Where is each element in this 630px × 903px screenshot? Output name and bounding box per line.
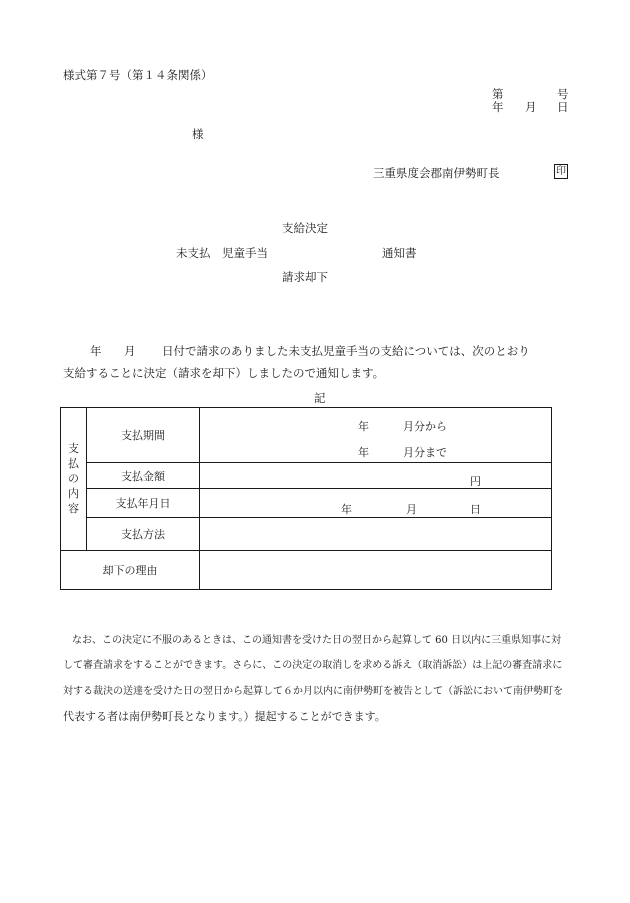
body-date-year: 年 [90, 344, 102, 358]
period-field[interactable] [200, 408, 552, 463]
body-line-2: 支給することに決定（請求を却下）しましたので通知します。 [63, 366, 385, 380]
payment-date-day: 日 [470, 503, 481, 517]
notice-line-4: 代表する者は南伊勢町長となります。）提起することができます。 [63, 710, 386, 723]
notice-line-1: なお、この決定に不服のあるときは、この通知書を受けた日の翌日から起算して 60 日以内に三重県知事に対 [72, 635, 562, 646]
group-label-char: 支 [68, 442, 79, 456]
payment-date-month: 月 [406, 503, 417, 517]
body-date-month: 月 [124, 344, 136, 358]
rejection-reason-label: 却下の理由 [61, 550, 200, 589]
group-label-char: 内 [68, 487, 79, 501]
payment-method-field[interactable] [200, 517, 552, 550]
recipient-honorific: 様 [192, 127, 204, 141]
notice-line-2: して審査請求をすることができます。さらに、この決定の取消しを求める訴え（取消訴訟）は上記の審査請求に [63, 660, 563, 671]
seal-mark: 印 [556, 166, 566, 177]
amount-unit: 円 [470, 475, 481, 489]
notice-line-3: 対する裁決の送達を受けた日の翌日から起算して６か月以内に南伊勢町を被告として（訴訟において南伊勢町を [63, 686, 563, 697]
payment-date-year: 年 [341, 503, 352, 517]
doc-number-suffix: 号 [557, 87, 569, 101]
title-suffix: 通知書 [382, 246, 417, 260]
group-label-char: の [68, 472, 79, 486]
issuer-name: 三重県度会郡南伊勢町長 [373, 166, 500, 180]
payment-details-table [60, 407, 552, 590]
period-label: 支払期間 [87, 408, 200, 463]
group-label-char: 容 [68, 502, 79, 516]
ki-mark: 記 [314, 391, 326, 405]
title-option-rejection: 請求却下 [282, 270, 328, 284]
date-day-label: 日 [557, 100, 569, 114]
title-prefix: 未支払 児童手当 [176, 246, 268, 260]
payment-date-label: 支払年月日 [87, 489, 200, 517]
body-line-1: 日付で請求のありました未支払児童手当の支給については、次のとおり [162, 344, 530, 358]
rejection-reason-field[interactable] [200, 550, 552, 589]
date-month-label: 月 [525, 100, 537, 114]
group-label-char: 払 [68, 457, 79, 471]
payment-method-label: 支払方法 [87, 517, 200, 550]
doc-number-prefix: 第 [492, 87, 504, 101]
group-label-cell [61, 408, 87, 551]
amount-label: 支払金額 [87, 463, 200, 489]
form-number: 様式第７号（第１４条関係） [63, 68, 213, 82]
payment-date-field[interactable] [200, 489, 552, 517]
date-year-label: 年 [492, 100, 504, 114]
amount-field[interactable] [200, 463, 552, 489]
title-option-decision: 支給決定 [282, 221, 328, 235]
period-from-rest: 月分から [403, 420, 447, 433]
period-to-year: 年 [358, 446, 369, 459]
period-to-rest: 月分まで [403, 446, 447, 459]
period-from-year: 年 [358, 420, 369, 433]
